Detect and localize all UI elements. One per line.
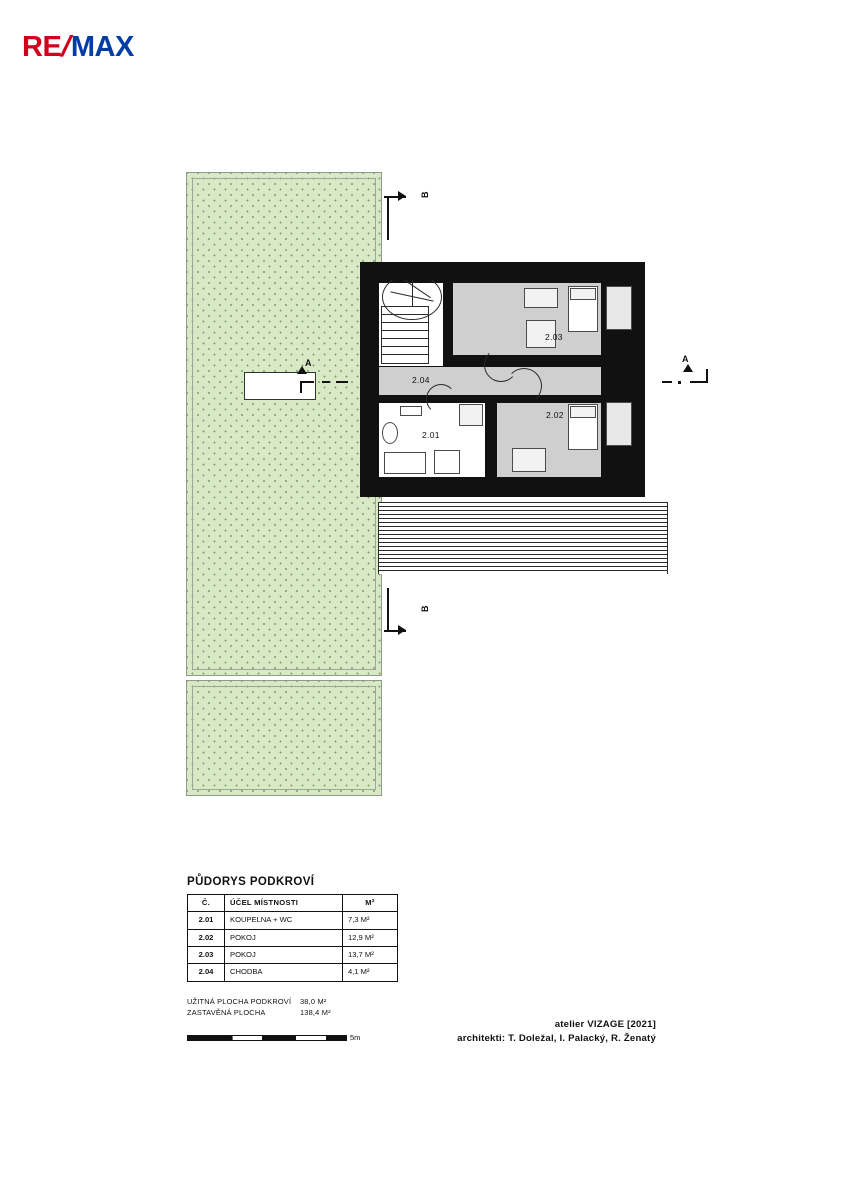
section-label-b-top: B [420, 191, 430, 198]
building-outline [360, 262, 645, 497]
furniture-wardrobe-202 [512, 448, 546, 472]
roof-void-top [360, 262, 645, 280]
terrace-plot-south [186, 680, 382, 796]
furniture-sink-201 [400, 406, 422, 416]
section-label-a-right: A [682, 354, 689, 364]
section-a-left-dash-1 [322, 381, 330, 383]
room-label-2-03: 2.03 [545, 332, 563, 342]
section-a-left-line-h [300, 381, 314, 383]
door-arc-201 [426, 384, 456, 414]
scale-segment-4 [295, 1035, 327, 1041]
total-row-builtup [187, 1007, 331, 1018]
credits-studio: atelier VIZAGE [2021] [554, 1019, 656, 1030]
area-totals [187, 996, 331, 1019]
furniture-closet-202 [459, 404, 483, 426]
table-row [188, 964, 398, 981]
total-value-builtup: 138,4 M² [300, 1008, 331, 1018]
scale-label-start: 1m [223, 1033, 234, 1042]
cell-purpose: POKOJ [225, 929, 343, 946]
room-table [187, 894, 398, 982]
table-row [188, 912, 398, 929]
terrace-plot-main [186, 172, 382, 676]
section-b-bottom-line-v [387, 588, 389, 630]
logo-text-max: MAX [70, 31, 134, 63]
balcony-right-bottom [606, 402, 632, 446]
table-header-row [188, 895, 398, 912]
header-purpose: ÚČEL MÍSTNOSTI [225, 895, 343, 912]
cell-area: 12,9 M² [343, 929, 398, 946]
scale-label-end: 5m [350, 1033, 361, 1042]
section-a-left-dash-2 [336, 381, 348, 383]
cell-purpose: CHODBA [225, 964, 343, 981]
total-row-usable [187, 996, 331, 1007]
section-a-right-arrow [683, 364, 693, 372]
terrace-object [244, 372, 316, 400]
furniture-desk-203 [524, 288, 558, 308]
cell-area: 7,3 M² [343, 912, 398, 929]
section-label-b-bottom: B [420, 605, 430, 612]
section-b-top-arrow [398, 191, 406, 201]
cell-area: 4,1 M² [343, 964, 398, 981]
cell-code: 2.03 [188, 947, 225, 964]
logo-slash: / [57, 31, 75, 63]
roof-void-left [360, 262, 378, 497]
scale-segment-2 [231, 1035, 263, 1041]
staircase-rail [412, 276, 413, 306]
room-label-2-02: 2.02 [546, 410, 564, 420]
furniture-shower-201 [434, 450, 460, 474]
cell-purpose: POKOJ [225, 947, 343, 964]
table-row [188, 929, 398, 946]
cell-code: 2.02 [188, 929, 225, 946]
terrace-plot-south-border [192, 686, 376, 790]
furniture-toilet-201 [382, 422, 398, 444]
terrace-plot-main-border [192, 178, 376, 670]
room-label-2-04: 2.04 [412, 375, 430, 385]
balcony-right-top [606, 286, 632, 330]
room-label-2-01: 2.01 [422, 430, 440, 440]
door-arc-204-202 [506, 368, 542, 404]
header-area: M² [343, 895, 398, 912]
logo-text-re: RE [22, 31, 62, 63]
section-a-right-dot [678, 381, 681, 384]
section-a-right-line-v [706, 369, 708, 383]
header-code: Č. [188, 895, 225, 912]
cell-code: 2.04 [188, 964, 225, 981]
credits-block [457, 1018, 656, 1046]
section-b-bottom-arrow [398, 625, 406, 635]
credits-architects: architekti: T. Doležal, I. Palacký, R. Ženatý [457, 1032, 656, 1044]
total-value-usable: 38,0 M² [300, 997, 327, 1006]
table-row [188, 947, 398, 964]
total-label-builtup: ZASTAVĚNÁ PLOCHA [187, 1008, 266, 1018]
cell-code: 2.01 [188, 912, 225, 929]
scale-segment-3 [263, 1035, 295, 1041]
total-label-usable: UŽITNÁ PLOCHA PODKROVÍ [187, 997, 292, 1006]
scale-segment-5 [327, 1035, 347, 1041]
furniture-pillow-203 [570, 288, 596, 300]
roof-hatching [378, 502, 668, 574]
furniture-bathtub-201 [384, 452, 426, 474]
furniture-pillow-202 [570, 406, 596, 418]
cell-purpose: KOUPELNA + WC [225, 912, 343, 929]
plan-title: PŮDORYS PODKROVÍ [187, 876, 315, 888]
section-b-top-line-v [387, 198, 389, 240]
cell-area: 13,7 M² [343, 947, 398, 964]
scale-bar [187, 1032, 361, 1046]
roof-void-bottom [360, 478, 645, 497]
section-label-a-left: A [305, 358, 312, 368]
room-schedule [187, 876, 402, 982]
section-a-right-dash-1 [662, 381, 672, 383]
